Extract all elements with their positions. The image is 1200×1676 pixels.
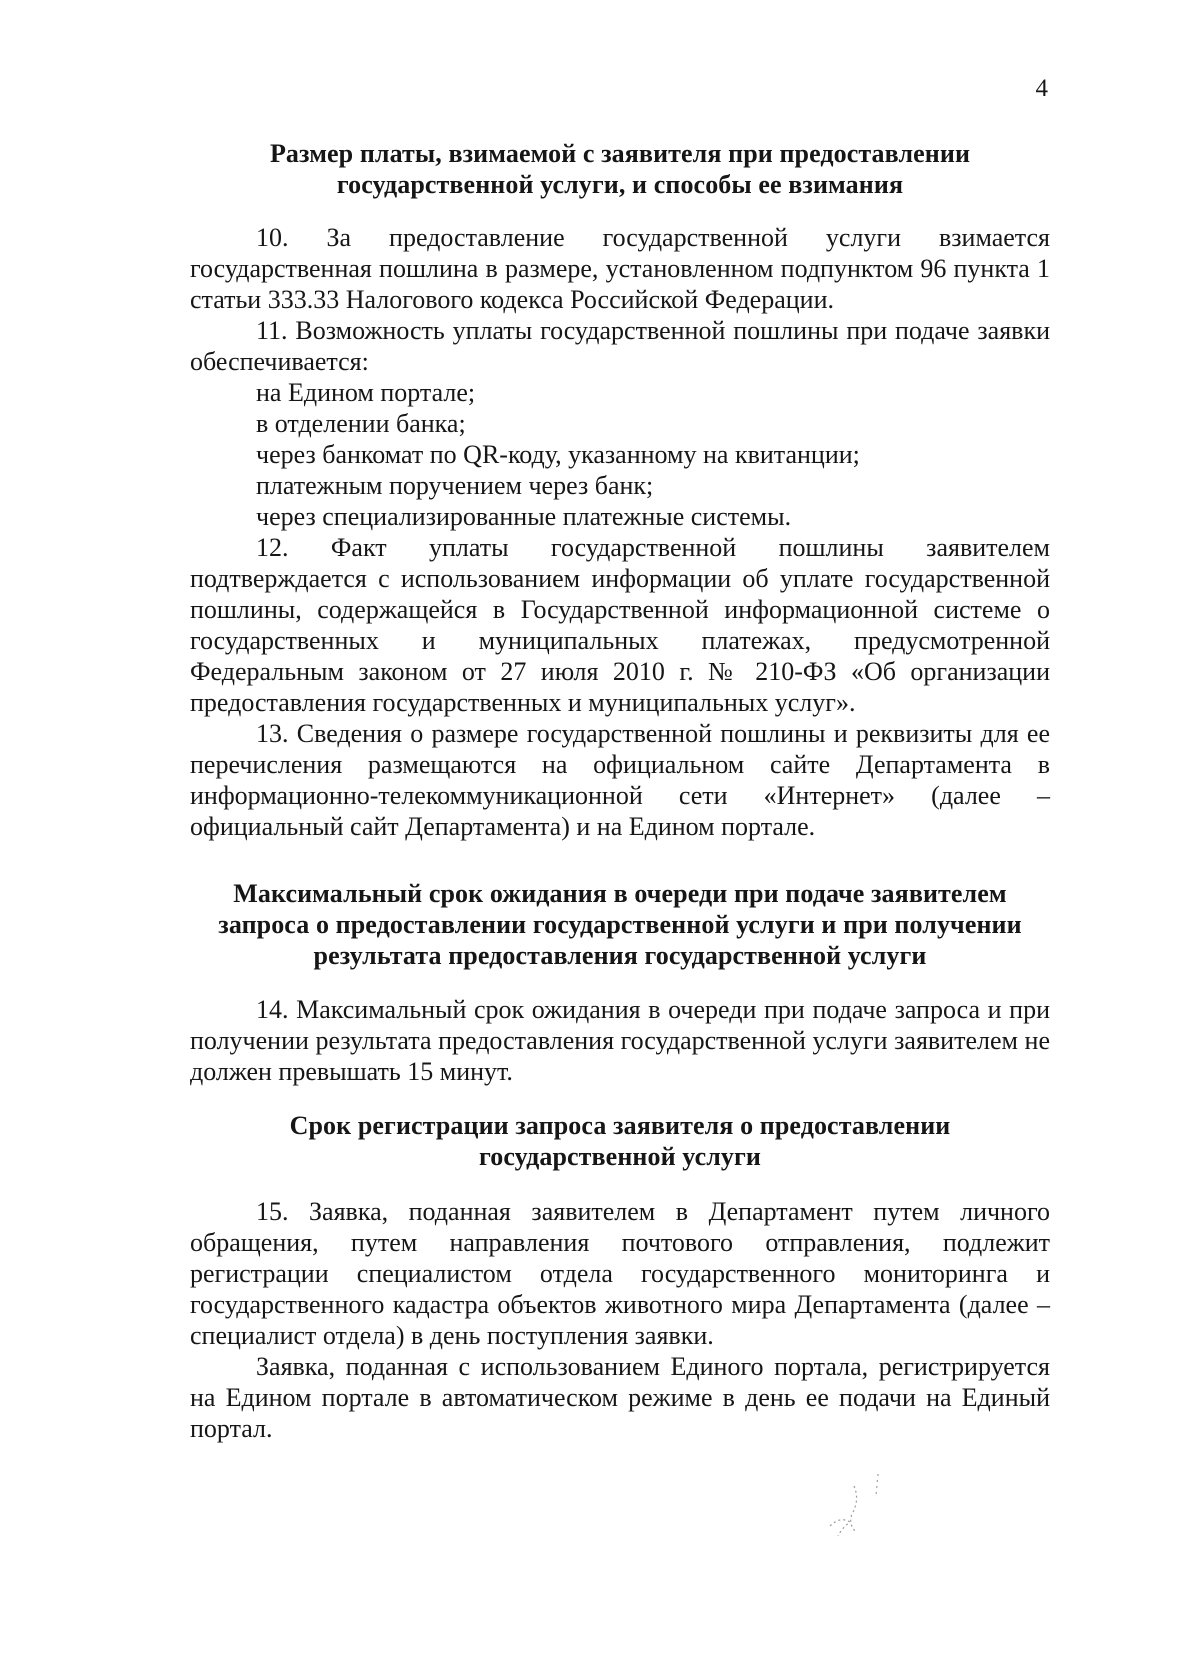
section-heading-fee — [190, 138, 1050, 200]
list-item: через банкомат по QR-коду, указанному на квитанции; — [256, 440, 860, 469]
list-item: в отделении банка; — [256, 409, 466, 438]
paragraph-14: 14. Максимальный срок ожидания в очереди при подаче запроса и при получении результата предоставления государственной услуги заявителем не должен превышать 15 минут. — [190, 995, 1050, 1086]
signature-mark — [820, 1466, 910, 1544]
paragraph-13: 13. Сведения о размере государственной пошлины и реквизиты для ее перечисления размещаются на официальном сайте Департамента в информационно-телекоммуникационной сети «Интернет» (далее – официальный сайт Департамента) и на Едином портале. — [190, 719, 1050, 841]
heading-line: государственной услуги, и способы ее взимания — [336, 170, 904, 199]
section-body-queue — [190, 994, 1050, 1087]
paragraph-15: 15. Заявка, поданная заявителем в Департамент путем личного обращения, путем направления почтового отправления, подлежит регистрации специалистом отдела государственного мониторинга и государственного кадастра объектов животного мира Департамента (далее – специалист отдела) в день поступления заявки. — [190, 1197, 1050, 1350]
paragraph-11: 11. Возможность уплаты государственной пошлины при подаче заявки обеспечивается: — [190, 316, 1050, 376]
heading-line: Максимальный срок ожидания в очереди при подаче заявителем — [233, 879, 1007, 908]
heading-line: запроса о предоставлении государственной услуги и при получении — [218, 910, 1022, 939]
heading-line: результата предоставления государственной услуги — [313, 941, 927, 970]
section-heading-registration — [190, 1110, 1050, 1172]
heading-line: Размер платы, взимаемой с заявителя при предоставлении — [269, 139, 971, 168]
heading-line: государственной услуги — [479, 1142, 761, 1171]
section-body-fee — [190, 222, 1050, 842]
list-item: на Едином портале; — [256, 378, 476, 407]
list-item: платежным поручением через банк; — [256, 471, 654, 500]
section-heading-queue — [190, 878, 1050, 971]
heading-line: Срок регистрации запроса заявителя о предоставлении — [289, 1111, 951, 1140]
section-body-registration — [190, 1196, 1050, 1444]
paragraph-12: 12. Факт уплаты государственной пошлины заявителем подтверждается с использованием информации об уплате государственной пошлины, содержащейся в Государственной информационной системе о государственных и муниципальных платежах, предусмотренной Федеральным законом от 27 июля 2010 г. № 210-ФЗ «Об организации предоставления государственных и муниципальных услуг». — [190, 533, 1050, 717]
paragraph-16: Заявка, поданная с использованием Единого портала, регистрируется на Едином портале в автоматическом режиме в день ее подачи на Единый портал. — [190, 1352, 1050, 1443]
list-item: через специализированные платежные системы. — [256, 502, 792, 531]
paragraph-10: 10. За предоставление государственной услуги взимается государственная пошлина в размере, установленном подпунктом 96 пункта 1 статьи 333.33 Налогового кодекса Российской Федерации. — [190, 223, 1050, 314]
page-number: 4 — [1035, 75, 1048, 102]
